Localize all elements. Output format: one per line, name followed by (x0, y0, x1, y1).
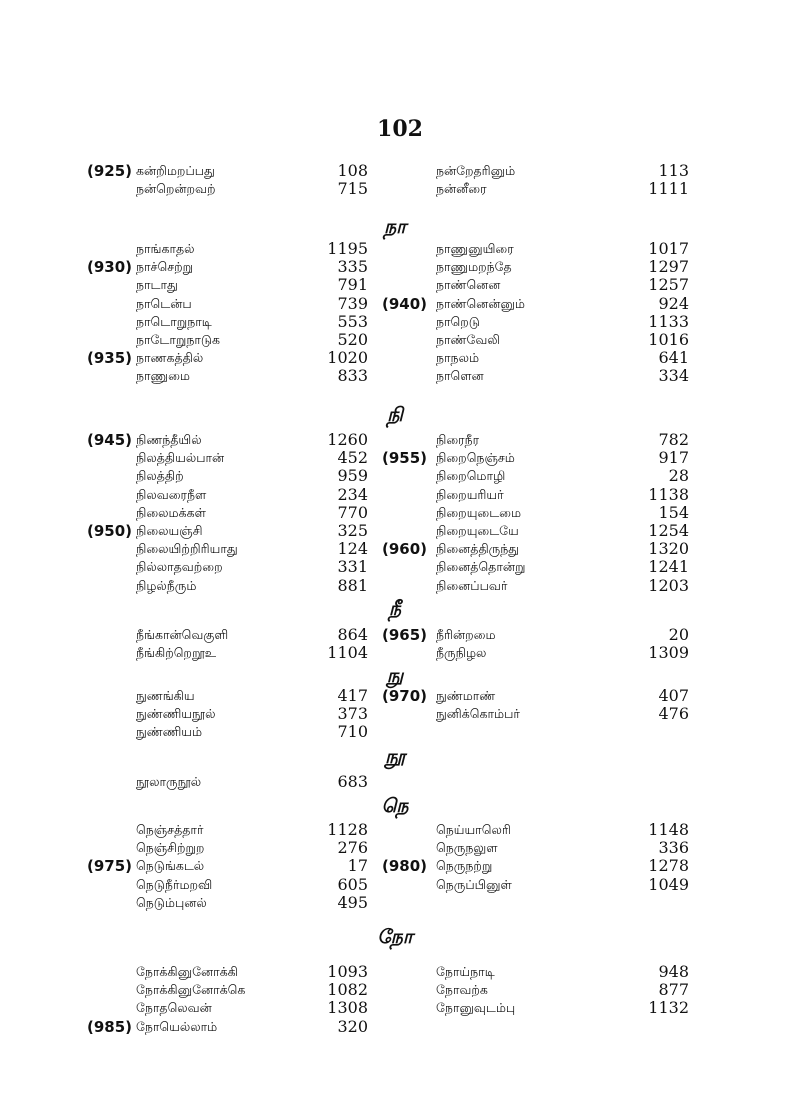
index-row (0, 367, 800, 385)
section-heading: நு (386, 665, 404, 687)
right-entry-reference: 113 (658, 161, 689, 180)
right-entry-number: (940) (381, 294, 427, 313)
left-entry-reference: 452 (337, 448, 368, 468)
index-row (0, 577, 800, 595)
left-entry-number: (935) (86, 349, 132, 368)
left-entry-word: நிலையிற்றிரியாது (136, 541, 238, 557)
right-entry-word: நாண்னென்னும் (436, 295, 525, 311)
index-row (0, 821, 800, 839)
left-entry-word: நாங்காதல் (136, 241, 195, 256)
index-row (0, 626, 800, 644)
left-entry-word: நூலாருநூல் (136, 774, 202, 789)
right-entry-word: நாறெடு (436, 313, 480, 329)
left-entry-word: நாடோறுநாடுக (136, 331, 221, 347)
right-entry-word: நெருநற்று (436, 858, 493, 874)
right-entry-word: நாணுனுயிரை (436, 241, 514, 256)
index-row (0, 331, 800, 349)
right-entry-word: நோய்நாடி (436, 964, 495, 979)
right-entry-word: நாணுமறந்தே (436, 259, 512, 275)
right-entry-word: நினைத்திருந்து (436, 541, 520, 557)
right-entry-word: நிறைமொழி (436, 468, 506, 484)
left-entry-reference: 520 (337, 329, 368, 349)
right-entry-reference: 336 (658, 838, 689, 858)
right-entry-word: நெய்யாலெரி (436, 822, 511, 837)
left-entry-reference: 320 (337, 1016, 368, 1036)
right-entry-word: நினைத்தொன்று (436, 559, 526, 575)
left-entry-word: நீங்கிற்றெறூஉ (136, 645, 217, 661)
right-entry-reference: 877 (658, 980, 689, 1000)
index-row (0, 894, 800, 912)
right-entry-reference: 1017 (648, 239, 689, 258)
left-entry-word: நோதலெவன் (136, 1000, 212, 1016)
index-row (0, 349, 800, 367)
left-entry-word: நாடென்ப (136, 295, 192, 311)
index-row (0, 522, 800, 540)
left-entry-reference: 605 (337, 874, 368, 894)
right-entry-reference: 1203 (648, 575, 689, 595)
left-entry-reference: 959 (337, 466, 368, 486)
right-entry-word: நீரின்றமை (436, 627, 496, 642)
left-entry-reference: 108 (337, 161, 368, 180)
left-entry-word: நிலைமக்கள் (136, 504, 206, 520)
index-row (0, 876, 800, 894)
left-entry-reference: 234 (337, 484, 368, 504)
left-entry-reference: 1128 (327, 820, 368, 839)
right-entry-reference: 1132 (648, 998, 689, 1018)
left-entry-number: (975) (86, 857, 132, 876)
left-entry-word: கன்றிமறப்பது (136, 163, 215, 178)
left-entry-word: நிழல்நீரும் (136, 577, 197, 593)
right-entry-word: நெருப்பினுள் (436, 876, 512, 892)
left-entry-word: நிலையஞ்சி (136, 522, 203, 538)
right-entry-reference: 407 (658, 686, 689, 705)
index-row (0, 258, 800, 276)
section-entries (0, 687, 800, 742)
left-entry-reference: 864 (337, 625, 368, 644)
index-row (0, 162, 800, 180)
left-entry-reference: 1093 (327, 962, 368, 981)
index-row (0, 857, 800, 875)
index-row (0, 723, 800, 741)
left-entry-reference: 791 (337, 275, 368, 295)
left-entry-word: நுண்ணியம் (136, 724, 203, 740)
left-entry-reference: 276 (337, 838, 368, 858)
section-heading: நூ (385, 746, 405, 768)
right-entry-number: (955) (381, 449, 427, 468)
right-entry-reference: 1254 (648, 520, 689, 540)
left-entry-reference: 124 (337, 539, 368, 559)
index-row (0, 644, 800, 662)
section-entries (0, 821, 800, 912)
right-entry-reference: 1278 (648, 856, 689, 876)
section-heading: நோ (377, 926, 413, 948)
left-entry-word: நோக்கினுனோக்கெ (136, 982, 246, 998)
right-entry-reference: 1320 (648, 539, 689, 559)
index-row (0, 431, 800, 449)
left-entry-reference: 881 (337, 575, 368, 595)
section-entries (0, 431, 800, 595)
right-entry-number: (980) (381, 857, 427, 876)
index-row (0, 558, 800, 576)
left-entry-number: (930) (86, 258, 132, 277)
index-row (0, 180, 800, 198)
right-entry-reference: 1257 (648, 275, 689, 295)
right-entry-number: (960) (381, 540, 427, 559)
index-row (0, 705, 800, 723)
right-entry-reference: 1297 (648, 257, 689, 277)
right-entry-reference: 334 (658, 366, 689, 386)
section-heading: நி (387, 404, 403, 426)
left-entry-reference: 1104 (327, 643, 368, 663)
right-entry-word: நிறையுடையே (436, 522, 519, 538)
right-entry-word: நெருநலுள (436, 840, 498, 856)
right-entry-reference: 1133 (648, 311, 689, 331)
left-entry-word: நிலவரைநீள (136, 486, 207, 502)
right-entry-reference: 782 (658, 430, 689, 449)
right-entry-word: நாளென (436, 368, 484, 384)
right-entry-reference: 1241 (648, 557, 689, 577)
right-entry-reference: 20 (668, 625, 689, 644)
right-entry-reference: 1138 (648, 484, 689, 504)
right-entry-reference: 476 (658, 704, 689, 724)
left-entry-word: நாச்செற்று (136, 259, 194, 275)
right-entry-reference: 917 (658, 448, 689, 468)
left-entry-word: நாணகத்தில் (136, 350, 204, 366)
right-entry-word: நாண்வேலி (436, 331, 501, 347)
left-entry-word: நில்லாதவற்றை (136, 559, 223, 575)
right-entry-word: நாநலம் (436, 350, 480, 366)
left-entry-word: நோக்கினுனோக்கி (136, 964, 238, 979)
left-entry-word: நோயெல்லாம் (136, 1018, 218, 1034)
index-row (0, 486, 800, 504)
page-number: 102 (377, 116, 423, 142)
left-entry-reference: 715 (337, 179, 368, 199)
right-entry-word: நிறையரியர் (436, 486, 504, 502)
left-entry-number: (985) (86, 1017, 132, 1036)
right-entry-reference: 1049 (648, 874, 689, 894)
index-row (0, 839, 800, 857)
left-entry-reference: 833 (337, 366, 368, 386)
index-row (0, 687, 800, 705)
section-entries (0, 626, 800, 662)
left-entry-number: (925) (86, 162, 132, 180)
left-entry-word: நீங்கான்வெகுளி (136, 627, 229, 642)
left-entry-reference: 331 (337, 557, 368, 577)
left-entry-word: நிலத்திற் (136, 468, 184, 484)
left-entry-reference: 710 (337, 722, 368, 742)
left-entry-reference: 683 (337, 772, 368, 791)
right-entry-word: நோவற்க (436, 982, 488, 998)
left-entry-word: நன்றென்றவற் (136, 181, 216, 197)
left-entry-reference: 373 (337, 704, 368, 724)
left-entry-word: நாணுமை (136, 368, 190, 384)
right-entry-word: நுண்மாண் (436, 688, 496, 703)
left-entry-word: நுண்ணியநூல் (136, 706, 216, 722)
left-entry-reference: 17 (347, 856, 368, 876)
index-row (0, 467, 800, 485)
right-entry-word: நோனுவுடம்பு (436, 1000, 516, 1016)
left-entry-word: நாடொறுநாடி (136, 313, 212, 329)
index-row (0, 504, 800, 522)
right-entry-reference: 154 (658, 502, 689, 522)
right-entry-reference: 1016 (648, 329, 689, 349)
left-entry-reference: 1260 (327, 430, 368, 449)
section-entries (0, 162, 800, 198)
right-entry-word: நன்றேதரினும் (436, 163, 516, 178)
left-entry-reference: 1308 (327, 998, 368, 1018)
left-entry-word: நுணங்கிய (136, 688, 195, 703)
right-entry-word: நாண்னென (436, 277, 501, 293)
left-entry-word: நிணந்தீயில் (136, 432, 202, 447)
left-entry-reference: 495 (337, 892, 368, 912)
section-heading: நீ (388, 598, 402, 620)
left-entry-reference: 417 (337, 686, 368, 705)
right-entry-word: நுனிக்கொம்பர் (436, 706, 520, 722)
right-entry-word: நிறைநெஞ்சம் (436, 450, 515, 466)
left-entry-word: நெடுங்கடல் (136, 858, 205, 874)
right-entry-reference: 948 (658, 962, 689, 981)
index-row (0, 295, 800, 313)
right-entry-word: நினைப்பவர் (436, 577, 508, 593)
left-entry-reference: 1020 (327, 348, 368, 368)
left-entry-reference: 770 (337, 502, 368, 522)
right-entry-number: (970) (381, 687, 427, 705)
right-entry-number: (965) (381, 626, 427, 644)
left-entry-word: நெஞ்சத்தார் (136, 822, 204, 837)
left-entry-reference: 739 (337, 293, 368, 313)
section-heading: நெ (381, 795, 409, 817)
right-entry-word: நன்னீரை (436, 181, 487, 197)
left-entry-reference: 325 (337, 520, 368, 540)
index-row (0, 540, 800, 558)
left-entry-word: நிலத்தியல்பான் (136, 450, 225, 466)
left-entry-word: நாடாது (136, 277, 178, 293)
right-entry-reference: 28 (668, 466, 689, 486)
section-entries (0, 963, 800, 1036)
right-entry-reference: 641 (658, 348, 689, 368)
section-entries (0, 773, 800, 791)
index-row (0, 276, 800, 294)
index-row (0, 963, 800, 981)
index-row (0, 449, 800, 467)
left-entry-number: (945) (86, 431, 132, 449)
index-row (0, 773, 800, 791)
left-entry-reference: 1195 (327, 239, 368, 258)
index-row (0, 981, 800, 999)
right-entry-reference: 1111 (648, 179, 689, 199)
section-entries (0, 240, 800, 386)
index-row (0, 313, 800, 331)
left-entry-reference: 1082 (327, 980, 368, 1000)
right-entry-reference: 924 (658, 293, 689, 313)
left-entry-number: (950) (86, 521, 132, 540)
left-entry-reference: 335 (337, 257, 368, 277)
index-row (0, 1018, 800, 1036)
index-row (0, 240, 800, 258)
right-entry-reference: 1309 (648, 643, 689, 663)
left-entry-word: நெடுநீர்மறவி (136, 876, 213, 892)
right-entry-word: நிரைநீர (436, 432, 480, 447)
left-entry-word: நெஞ்சிற்றுற (136, 840, 205, 856)
left-entry-reference: 553 (337, 311, 368, 331)
right-entry-word: நிறையுடைமை (436, 504, 522, 520)
index-row (0, 999, 800, 1017)
right-entry-reference: 1148 (648, 820, 689, 839)
section-heading: நா (383, 216, 407, 238)
right-entry-word: நீருநிழல (436, 645, 487, 661)
left-entry-word: நெடும்புனல் (136, 894, 207, 910)
